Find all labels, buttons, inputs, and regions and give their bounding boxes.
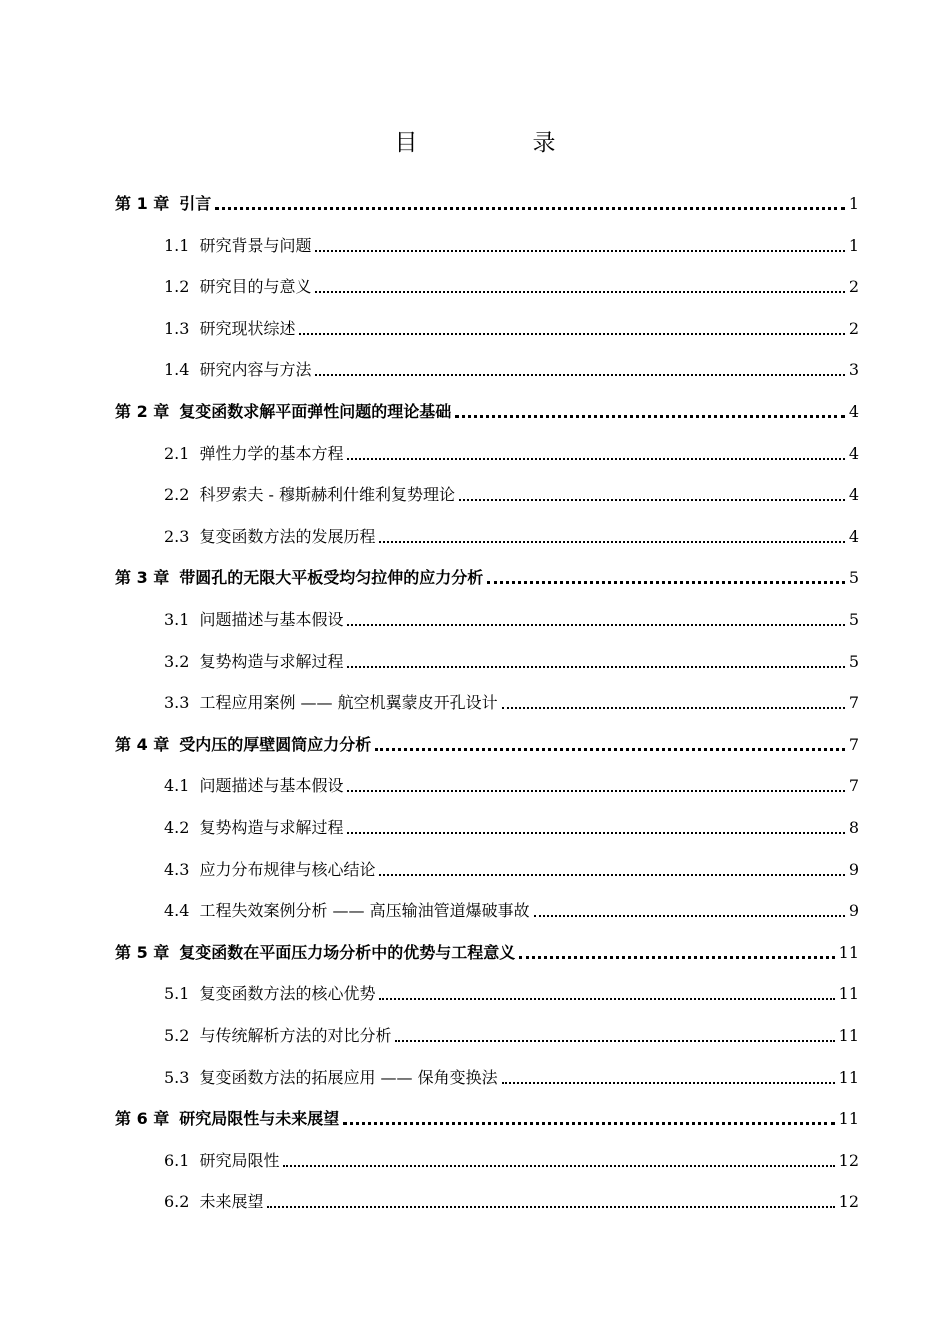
toc-entry-label: 复变函数方法的拓展应用 —— 保角变换法 <box>199 1067 498 1087</box>
toc-page-number: 1 <box>848 235 859 255</box>
toc-page-number: 11 <box>838 984 859 1004</box>
toc-entry-number: 1.2 <box>164 277 190 297</box>
toc-page-number: 11 <box>838 1109 859 1129</box>
toc-dot-leader <box>299 333 844 335</box>
toc-page-number: 11 <box>838 1026 859 1045</box>
toc-dot-leader <box>487 581 845 584</box>
toc-entry-number: 2.1 <box>164 443 190 463</box>
toc-page-number: 3 <box>848 360 859 380</box>
toc-entry-label: 复变函数方法的核心优势 <box>199 984 376 1004</box>
page-title: 目 录 <box>394 130 602 156</box>
toc-entry-label: 科罗索夫 - 穆斯赫利什维利复势理论 <box>199 485 456 505</box>
toc-section-entry[interactable] <box>164 981 859 1007</box>
toc-dot-leader <box>375 748 845 751</box>
toc-page-number: 2 <box>848 318 859 338</box>
toc-page-number: 12 <box>838 1150 859 1170</box>
toc-entry-label: 带圆孔的无限大平板受均匀拉伸的应力分析 <box>179 568 484 588</box>
toc-section-entry[interactable] <box>164 857 859 883</box>
toc-entry-number: 4.1 <box>164 776 190 796</box>
toc-dot-leader <box>347 790 844 792</box>
toc-dot-leader <box>347 458 844 460</box>
toc-dot-leader <box>459 499 845 501</box>
toc-dot-leader <box>347 624 844 626</box>
toc-entry-number: 5.1 <box>164 984 190 1004</box>
toc-page-number: 4 <box>848 402 859 421</box>
toc-page-number: 8 <box>848 818 859 837</box>
toc-section-entry[interactable] <box>164 1189 859 1215</box>
toc-section-entry[interactable] <box>164 773 859 799</box>
toc-entry-label: 应力分布规律与核心结论 <box>199 859 376 879</box>
toc-dot-leader <box>347 832 844 834</box>
toc-page-number: 7 <box>848 734 859 754</box>
toc-section-entry[interactable] <box>164 274 859 300</box>
toc-chapter-entry[interactable] <box>115 940 859 966</box>
toc-section-entry[interactable] <box>164 233 859 259</box>
toc-entry-label: 复势构造与求解过程 <box>199 651 344 671</box>
toc-entry-label: 未来展望 <box>199 1192 264 1212</box>
toc-dot-leader <box>267 1206 834 1208</box>
toc-section-entry[interactable] <box>164 482 859 508</box>
toc-entry-label: 复变函数在平面压力场分析中的优势与工程意义 <box>179 942 516 962</box>
toc-page-number: 4 <box>848 443 859 463</box>
toc-entry-number: 4.4 <box>164 901 190 921</box>
toc-page-number: 4 <box>848 485 859 505</box>
toc-entry-number: 第 6 章 <box>115 1109 170 1129</box>
toc-entry-label: 引言 <box>179 194 212 213</box>
toc-dot-leader <box>283 1165 834 1167</box>
toc-page-number: 5 <box>848 651 859 671</box>
toc-entry-label: 问题描述与基本假设 <box>199 776 344 796</box>
toc-section-entry[interactable] <box>164 1023 859 1049</box>
toc-entry-number: 2.3 <box>164 526 190 546</box>
toc-dot-leader <box>455 415 845 418</box>
toc-page-number: 5 <box>848 610 859 629</box>
toc-entry-label: 弹性力学的基本方程 <box>199 443 344 463</box>
toc-section-entry[interactable] <box>164 1148 859 1174</box>
toc-section-entry[interactable] <box>164 690 859 716</box>
toc-entry-label: 研究内容与方法 <box>199 360 312 380</box>
toc-dot-leader <box>315 374 844 376</box>
toc-entry-label: 研究局限性与未来展望 <box>179 1109 340 1129</box>
toc-section-entry[interactable] <box>164 441 859 467</box>
toc-entry-label: 研究局限性 <box>199 1150 280 1170</box>
toc-section-entry[interactable] <box>164 898 859 924</box>
toc-entry-number: 2.2 <box>164 485 190 505</box>
toc-page-number: 5 <box>848 568 859 588</box>
toc-page-number: 2 <box>848 277 859 297</box>
toc-entry-number: 3.1 <box>164 610 190 629</box>
toc-page-number: 4 <box>848 526 859 546</box>
toc-entry-label: 研究目的与意义 <box>199 277 312 297</box>
toc-chapter-entry[interactable] <box>115 1106 859 1132</box>
toc-section-entry[interactable] <box>164 815 859 841</box>
toc-chapter-entry[interactable] <box>115 565 859 591</box>
toc-dot-leader <box>395 1040 834 1042</box>
toc-section-entry[interactable] <box>164 316 859 342</box>
toc-dot-leader <box>315 291 844 293</box>
toc-dot-leader <box>502 707 845 709</box>
toc-section-entry[interactable] <box>164 357 859 383</box>
toc-entry-number: 第 4 章 <box>115 734 170 754</box>
toc-entry-number: 1.1 <box>164 235 190 255</box>
toc-chapter-entry[interactable] <box>115 191 859 217</box>
toc-dot-leader <box>347 666 844 668</box>
toc-entry-number: 6.1 <box>164 1150 190 1170</box>
toc-page-number: 11 <box>838 1067 859 1087</box>
toc-page-number: 11 <box>838 942 859 962</box>
toc-page-number: 9 <box>848 901 859 921</box>
toc-section-entry[interactable] <box>164 1065 859 1091</box>
toc-entry-label: 研究现状综述 <box>199 318 296 338</box>
toc-dot-leader <box>215 207 845 210</box>
toc-entry-number: 第 3 章 <box>115 568 170 588</box>
toc-entry-label: 与传统解析方法的对比分析 <box>199 1026 392 1045</box>
toc-entry-number: 第 5 章 <box>115 942 170 962</box>
toc-entry-number: 3.3 <box>164 693 190 713</box>
toc-entry-number: 1.3 <box>164 318 190 338</box>
toc-entry-number: 第 1 章 <box>115 194 170 213</box>
toc-page-number: 12 <box>838 1192 859 1212</box>
toc-entry-number: 6.2 <box>164 1192 190 1212</box>
toc-section-entry[interactable] <box>164 607 859 633</box>
toc-dot-leader <box>315 250 844 252</box>
toc-entry-number: 第 2 章 <box>115 402 170 421</box>
toc-entry-label: 受内压的厚壁圆筒应力分析 <box>179 734 372 754</box>
toc-page-number: 7 <box>848 693 859 713</box>
toc-dot-leader <box>379 874 844 876</box>
toc-chapter-entry[interactable] <box>115 399 859 425</box>
toc-page-number: 9 <box>848 859 859 879</box>
toc-dot-leader <box>534 915 845 917</box>
toc-entry-label: 工程应用案例 —— 航空机翼蒙皮开孔设计 <box>199 693 498 713</box>
toc-dot-leader <box>343 1122 834 1125</box>
toc-page-number: 1 <box>848 194 859 213</box>
toc-entry-number: 4.3 <box>164 859 190 879</box>
toc-entry-number: 5.2 <box>164 1026 190 1045</box>
toc-entry-label: 复势构造与求解过程 <box>199 818 344 837</box>
toc-entry-number: 3.2 <box>164 651 190 671</box>
toc-entry-label: 问题描述与基本假设 <box>199 610 344 629</box>
toc-entry-label: 工程失效案例分析 —— 高压输油管道爆破事故 <box>199 901 530 921</box>
toc-dot-leader <box>379 541 844 543</box>
toc-entry-number: 5.3 <box>164 1067 190 1087</box>
toc-dot-leader <box>379 998 834 1000</box>
toc-entry-number: 4.2 <box>164 818 190 837</box>
toc-chapter-entry[interactable] <box>115 732 859 758</box>
toc-section-entry[interactable] <box>164 524 859 550</box>
toc-dot-leader <box>519 956 834 959</box>
toc-page-number: 7 <box>848 776 859 796</box>
toc-section-entry[interactable] <box>164 649 859 675</box>
toc-entry-label: 复变函数方法的发展历程 <box>199 526 376 546</box>
toc-entry-label: 研究背景与问题 <box>199 235 312 255</box>
toc-entry-number: 1.4 <box>164 360 190 380</box>
toc-dot-leader <box>502 1082 835 1084</box>
toc-entry-label: 复变函数求解平面弹性问题的理论基础 <box>179 402 452 421</box>
